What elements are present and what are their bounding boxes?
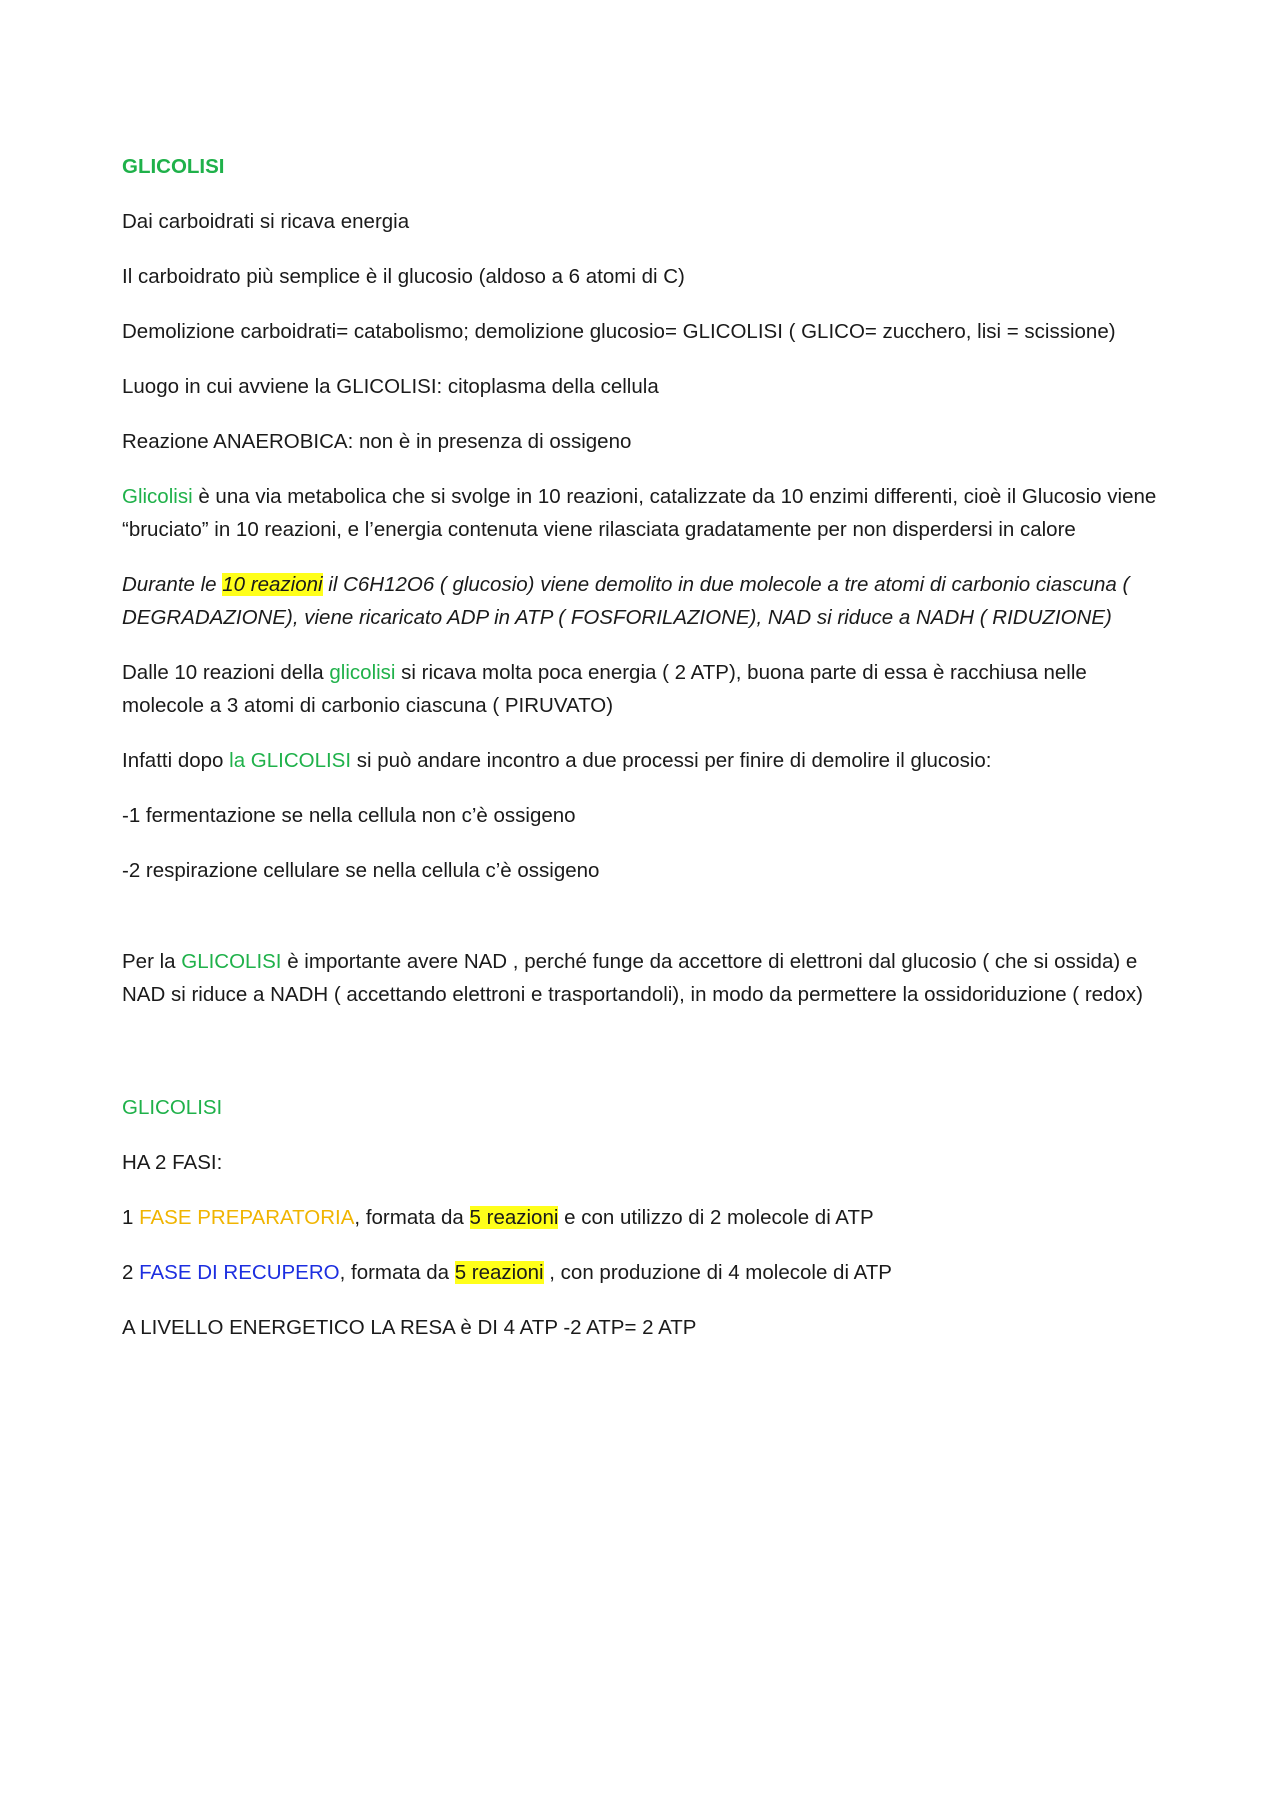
paragraph: A LIVELLO ENERGETICO LA RESA è DI 4 ATP -2 ATP= 2 ATP bbox=[122, 1316, 697, 1339]
paragraph-italic bbox=[122, 568, 1172, 634]
term-glicolisi: GLICOLISI bbox=[181, 950, 282, 973]
paragraph-text: Durante le bbox=[122, 573, 223, 596]
paragraph bbox=[122, 945, 1172, 1011]
paragraph-text: , formata da bbox=[339, 1261, 455, 1284]
paragraph bbox=[122, 480, 1172, 546]
term-glicolisi: Glicolisi bbox=[122, 485, 193, 508]
paragraph bbox=[122, 656, 1172, 722]
list-item: -1 fermentazione se nella cellula non c’è ossigeno bbox=[122, 804, 576, 827]
highlighted-text: 5 reazioni bbox=[454, 1261, 544, 1284]
phase-name: FASE DI RECUPERO bbox=[139, 1261, 340, 1284]
highlighted-text: 10 reazioni bbox=[222, 573, 323, 596]
term-glicolisi: glicolisi bbox=[329, 661, 396, 684]
paragraph: Demolizione carboidrati= catabolismo; demolizione glucosio= GLICOLISI ( GLICO= zucchero, lisi = scissione) bbox=[122, 320, 1116, 343]
phase-number: 1 bbox=[122, 1206, 140, 1229]
phase-number: 2 bbox=[122, 1261, 140, 1284]
section-heading: GLICOLISI bbox=[122, 155, 225, 178]
paragraph-text: Infatti dopo bbox=[122, 749, 230, 772]
paragraph-text: Dalle 10 reazioni della bbox=[122, 661, 330, 684]
document-body bbox=[122, 150, 1172, 1366]
paragraph bbox=[122, 744, 1172, 777]
paragraph: Reazione ANAEROBICA: non è in presenza di ossigeno bbox=[122, 430, 632, 453]
phase-item bbox=[122, 1201, 1172, 1234]
paragraph-text: si può andare incontro a due processi per finire di demolire il glucosio: bbox=[351, 749, 992, 772]
paragraph-text: è una via metabolica che si svolge in 10 reazioni, catalizzate da 10 enzimi differenti, cioè il Glucosio viene “bruciato” in 10 reazioni, e l’energia contenuta viene rilasciata gradatamente per non disperdersi in calore bbox=[122, 485, 1157, 541]
paragraph: Il carboidrato più semplice è il glucosio (aldoso a 6 atomi di C) bbox=[122, 265, 685, 288]
phase-name: FASE PREPARATORIA bbox=[139, 1206, 355, 1229]
paragraph: Dai carboidrati si ricava energia bbox=[122, 210, 410, 233]
list-item: -2 respirazione cellulare se nella cellula c’è ossigeno bbox=[122, 859, 600, 882]
paragraph-text: e con utilizzo di 2 molecole di ATP bbox=[558, 1206, 874, 1229]
highlighted-text: 5 reazioni bbox=[469, 1206, 559, 1229]
paragraph-text: è importante avere NAD , perché funge da accettore di elettroni dal glucosio ( che si ossida) e NAD si riduce a NADH ( accettando elettroni e trasportandoli), in modo da permettere la ossidoriduzione ( redox) bbox=[122, 950, 1143, 1006]
paragraph-text: , con produzione di 4 molecole di ATP bbox=[543, 1261, 892, 1284]
section-heading: GLICOLISI bbox=[122, 1096, 223, 1119]
paragraph: HA 2 FASI: bbox=[122, 1151, 223, 1174]
term-glicolisi: la GLICOLISI bbox=[229, 749, 352, 772]
paragraph-text: si ricava molta poca energia ( 2 ATP), buona parte di essa è racchiusa nelle molecole a 3 atomi di carbonio ciascuna ( PIRUVATO) bbox=[122, 661, 1087, 717]
phase-item bbox=[122, 1256, 1172, 1289]
paragraph-text: Per la bbox=[122, 950, 182, 973]
paragraph-text: , formata da bbox=[354, 1206, 470, 1229]
paragraph: Luogo in cui avviene la GLICOLISI: citoplasma della cellula bbox=[122, 375, 659, 398]
paragraph-text: il C6H12O6 ( glucosio) viene demolito in due molecole a tre atomi di carbonio ciascuna ( DEGRADAZIONE), viene ricaricato ADP in ATP ( FOSFORILAZIONE), NAD si riduce a NADH ( RIDUZIONE) bbox=[122, 573, 1130, 629]
